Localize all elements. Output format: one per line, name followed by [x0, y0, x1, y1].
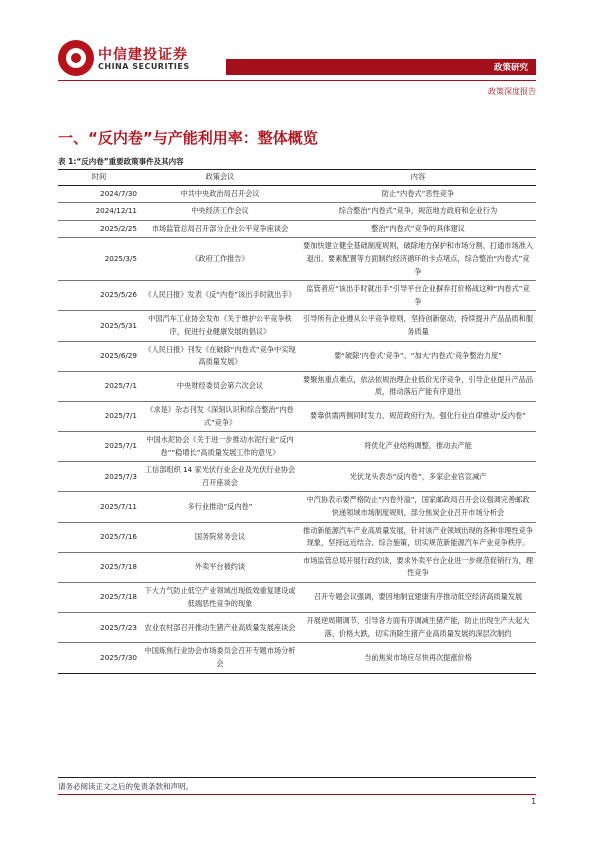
cell-date: 2025/7/16 [58, 522, 140, 552]
table-row [58, 401, 536, 431]
cell-meeting: 《人民日报》刊发《在破除“内卷式”竞争中实现高质量发展》 [140, 341, 300, 371]
cell-content: 监管者应“该出手时就出手”引导平台企业摒弃打价格战这种“内卷式”竞争 [300, 281, 536, 311]
header-date: 时间 [58, 170, 140, 186]
table-row [58, 203, 536, 221]
cell-meeting: 外卖平台被约谈 [140, 552, 300, 582]
cell-date: 2025/7/1 [58, 432, 140, 462]
cell-content: 综合整治“内卷式”竞争，规范地方政府和企业行为 [300, 203, 536, 221]
cell-content: 要聚焦重点难点，依法依规治理企业低价无序竞争，引导企业提升产品品质，推动落后产能有序退出 [300, 371, 536, 401]
cell-content: 当前焦炭市场应尽快再次提涨价格 [300, 643, 536, 673]
header-bar [226, 59, 536, 75]
table-row [58, 341, 536, 371]
cell-meeting: 中国炼焦行业协会市场委员会召开专题市场分析会 [140, 643, 300, 673]
cell-meeting: 《人民日报》发表《反“内卷”该出手时就出手》 [140, 281, 300, 311]
table-row [58, 643, 536, 673]
cell-date: 2025/6/29 [58, 341, 140, 371]
table-caption: 表 1:“反内卷”重要政策事件及其内容 [58, 157, 184, 166]
cell-content: 开展逆周期调节，引导各方面有序调减生猪产能，防止出现生产大起大落、价格大跌，切实消除生猪产业高质量发展的深层次制约 [300, 613, 536, 643]
cell-meeting: 《政府工作报告》 [140, 238, 300, 281]
policy-events-table [58, 169, 536, 674]
cell-date: 2025/7/23 [58, 613, 140, 643]
cell-meeting: 《求是》杂志刊发《深刻认识和综合整治“内卷式”竞争》 [140, 401, 300, 431]
table-row [58, 613, 536, 643]
section-title: 一、“反内卷”与产能利用率：整体概览 [58, 129, 318, 147]
cell-content: 要加快建立健全基础制度规则，破除地方保护和市场分割，打通市场准入退出、要素配置等方面制约经济循环的卡点堵点，综合整治“内卷式”竞争 [300, 238, 536, 281]
table-row [58, 492, 536, 522]
cell-content: 推动新能源汽车产业高质量发展，针对该产业领域出现的各种非理性竞争现象，坚持远近结合、综合施策，切实规范新能源汽车产业竞争秩序。 [300, 522, 536, 552]
logo-chinese-name: 中信建投证券 [98, 47, 188, 63]
logo-english-name: CHINA SECURITIES [98, 62, 190, 71]
table-row [58, 371, 536, 401]
cell-content: 中汽协表示要严格防止“内卷外溢”，国家邮政局召开会议强调完善邮政快递领域市场制度规则，部分焦炭企业召开市场分析会 [300, 492, 536, 522]
header-divider [58, 80, 536, 81]
citic-logo-icon [58, 40, 94, 76]
cell-meeting: 中央财经委员会第六次会议 [140, 371, 300, 401]
cell-date: 2025/7/3 [58, 462, 140, 492]
table-row [58, 185, 536, 203]
cell-meeting: 国务院常务会议 [140, 522, 300, 552]
cell-date: 2025/5/31 [58, 311, 140, 341]
table-row [58, 311, 536, 341]
cell-date: 2025/7/1 [58, 371, 140, 401]
cell-content: 市场监管总局开展行政约谈，要求外卖平台企业进一步规范促销行为，理性竞争 [300, 552, 536, 582]
cell-content: 要“破除‘内卷式’竞争”、“加大‘内卷式’竞争整治力度” [300, 341, 536, 371]
cell-meeting: 多行业推动“反内卷” [140, 492, 300, 522]
cell-date: 2025/3/5 [58, 238, 140, 281]
cell-meeting: 中共中央政治局召开会议 [140, 185, 300, 203]
cell-content: 光伏龙头表态“反内卷”，多家企业官宣减产 [300, 462, 536, 492]
header-content: 内容 [300, 170, 536, 186]
cell-date: 2024/12/11 [58, 203, 140, 221]
cell-content: 召开专题会议强调，要因地制宜建康有序推动低空经济高质量发展 [300, 583, 536, 613]
footer-divider [58, 777, 536, 778]
brand-logo [58, 40, 198, 78]
cell-content: 整治“内卷式”竞争的具体建议 [300, 220, 536, 238]
cell-meeting: 工信部组织 14 家光伏行业企业及光伏行业协会召开座谈会 [140, 462, 300, 492]
cell-date: 2025/7/11 [58, 492, 140, 522]
cell-meeting: 市场监管总局召开部分企业公平竞争座谈会 [140, 220, 300, 238]
table-row [58, 220, 536, 238]
cell-meeting: 中央经济工作会议 [140, 203, 300, 221]
header-meeting: 政策会议 [140, 170, 300, 186]
cell-date: 2025/7/18 [58, 583, 140, 613]
cell-date: 2025/5/26 [58, 281, 140, 311]
cell-date: 2025/7/1 [58, 401, 140, 431]
cell-content: 将优化产业结构调整，推动去产能 [300, 432, 536, 462]
report-type: 政策深度报告 [488, 87, 536, 96]
table-header-row [58, 170, 536, 186]
page-number: 1 [531, 797, 536, 806]
cell-content: 防止“内卷式”恶性竞争 [300, 185, 536, 203]
cell-date: 2025/2/25 [58, 220, 140, 238]
cell-content: 引导所有企业遵从公平竞争原则，坚持创新驱动，持续提升产品品质和服务质量 [300, 311, 536, 341]
footer-divider-red [58, 794, 536, 795]
table-row [58, 238, 536, 281]
cell-meeting: 中国汽车工业协会发布《关于维护公平竞争秩序，促进行业健康发展的倡议》 [140, 311, 300, 341]
table-row [58, 522, 536, 552]
report-category: 政策研究 [493, 63, 528, 73]
disclaimer-note: 请务必阅读正文之后的免责条款和声明。 [58, 782, 193, 791]
table-row [58, 281, 536, 311]
table-row [58, 432, 536, 462]
cell-content: 要靠供需两侧同时发力、规范政府行为、强化行业自律推动“反内卷” [300, 401, 536, 431]
cell-date: 2024/7/30 [58, 185, 140, 203]
cell-meeting: 农业农村部召开推动生猪产业高质量发展座谈会 [140, 613, 300, 643]
cell-meeting: 中国水泥协会《关于进一步推动水泥行业“反内卷”“稳增长”高质量发展工作的意见》 [140, 432, 300, 462]
table-row [58, 462, 536, 492]
cell-date: 2025/7/18 [58, 552, 140, 582]
cell-date: 2025/7/30 [58, 643, 140, 673]
table-row [58, 552, 536, 582]
table-row [58, 583, 536, 613]
cell-meeting: 下大力气防止低空产业领域出现低效重复建设或低端恶性竞争的现象 [140, 583, 300, 613]
